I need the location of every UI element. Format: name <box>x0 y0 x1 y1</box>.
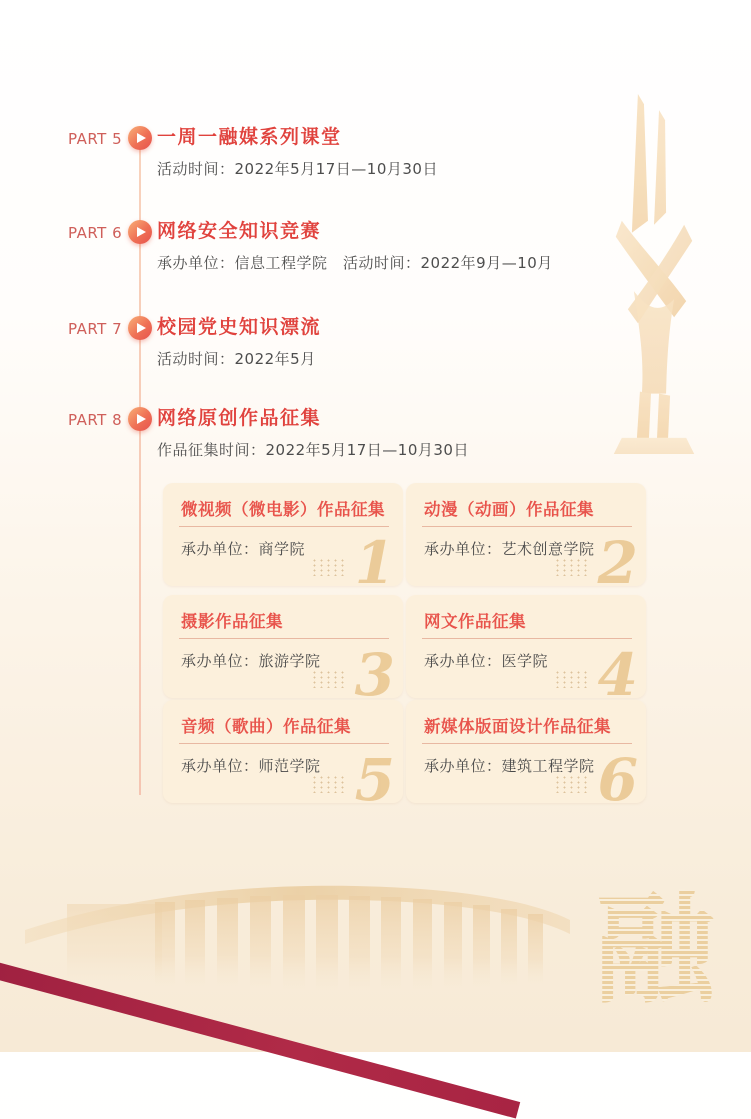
card-title: 网文作品征集 <box>424 612 526 631</box>
card-divider <box>422 638 632 639</box>
part-title: 校园党史知识漂流 <box>157 316 322 338</box>
part-detail: 活动时间：2022年5月 <box>157 350 316 368</box>
dots-pattern <box>311 670 347 688</box>
play-icon[interactable] <box>128 407 152 431</box>
card-title: 音频（歌曲）作品征集 <box>181 717 351 736</box>
rong-watermark: 融 <box>580 886 730 1021</box>
card-divider <box>422 526 632 527</box>
dots-pattern <box>311 558 347 576</box>
card-number-watermark: 5 <box>354 746 395 803</box>
collection-card[interactable] <box>163 595 403 698</box>
trophy-statue-graphic <box>598 92 710 454</box>
card-title: 新媒体版面设计作品征集 <box>424 717 611 736</box>
part-detail: 作品征集时间：2022年5月17日—10月30日 <box>157 441 469 459</box>
collection-card[interactable] <box>406 595 646 698</box>
play-triangle-icon <box>137 414 146 424</box>
play-triangle-icon <box>137 133 146 143</box>
timeline-line <box>139 150 141 795</box>
card-divider <box>179 743 389 744</box>
collection-card[interactable] <box>406 483 646 586</box>
card-organizer: 承办单位：医学院 <box>424 652 549 670</box>
part-title: 网络原创作品征集 <box>157 407 322 429</box>
part-detail: 活动时间：2022年5月17日—10月30日 <box>157 160 438 178</box>
card-number-watermark: 6 <box>597 746 638 803</box>
part-detail: 承办单位：信息工程学院 活动时间：2022年9月—10月 <box>157 254 553 272</box>
play-icon[interactable] <box>128 316 152 340</box>
card-number-watermark: 2 <box>597 529 638 586</box>
part-number-label: PART 8 <box>68 411 123 429</box>
building-graphic <box>25 878 570 1010</box>
card-title: 动漫（动画）作品征集 <box>424 500 594 519</box>
card-number-watermark: 1 <box>354 529 395 586</box>
card-organizer: 承办单位：商学院 <box>181 540 306 558</box>
part-number-label: PART 6 <box>68 224 123 242</box>
part-title: 网络安全知识竞赛 <box>157 220 322 242</box>
part-number-label: PART 7 <box>68 320 123 338</box>
play-icon[interactable] <box>128 220 152 244</box>
card-organizer: 承办单位：建筑工程学院 <box>424 757 595 775</box>
dots-pattern <box>554 558 590 576</box>
dots-pattern <box>554 670 590 688</box>
part-title: 一周一融媒系列课堂 <box>157 126 342 148</box>
card-divider <box>179 638 389 639</box>
play-triangle-icon <box>137 227 146 237</box>
play-icon[interactable] <box>128 126 152 150</box>
collection-card[interactable] <box>406 700 646 803</box>
play-triangle-icon <box>137 323 146 333</box>
card-organizer: 承办单位：艺术创意学院 <box>424 540 595 558</box>
card-divider <box>179 526 389 527</box>
dots-pattern <box>311 775 347 793</box>
card-organizer: 承办单位：师范学院 <box>181 757 321 775</box>
part-number-label: PART 5 <box>68 130 123 148</box>
dots-pattern <box>554 775 590 793</box>
card-number-watermark: 4 <box>597 641 638 698</box>
card-number-watermark: 3 <box>354 641 395 698</box>
collection-card[interactable] <box>163 483 403 586</box>
card-title: 摄影作品征集 <box>181 612 283 631</box>
collection-card[interactable] <box>163 700 403 803</box>
card-organizer: 承办单位：旅游学院 <box>181 652 321 670</box>
card-divider <box>422 743 632 744</box>
card-title: 微视频（微电影）作品征集 <box>181 500 385 519</box>
